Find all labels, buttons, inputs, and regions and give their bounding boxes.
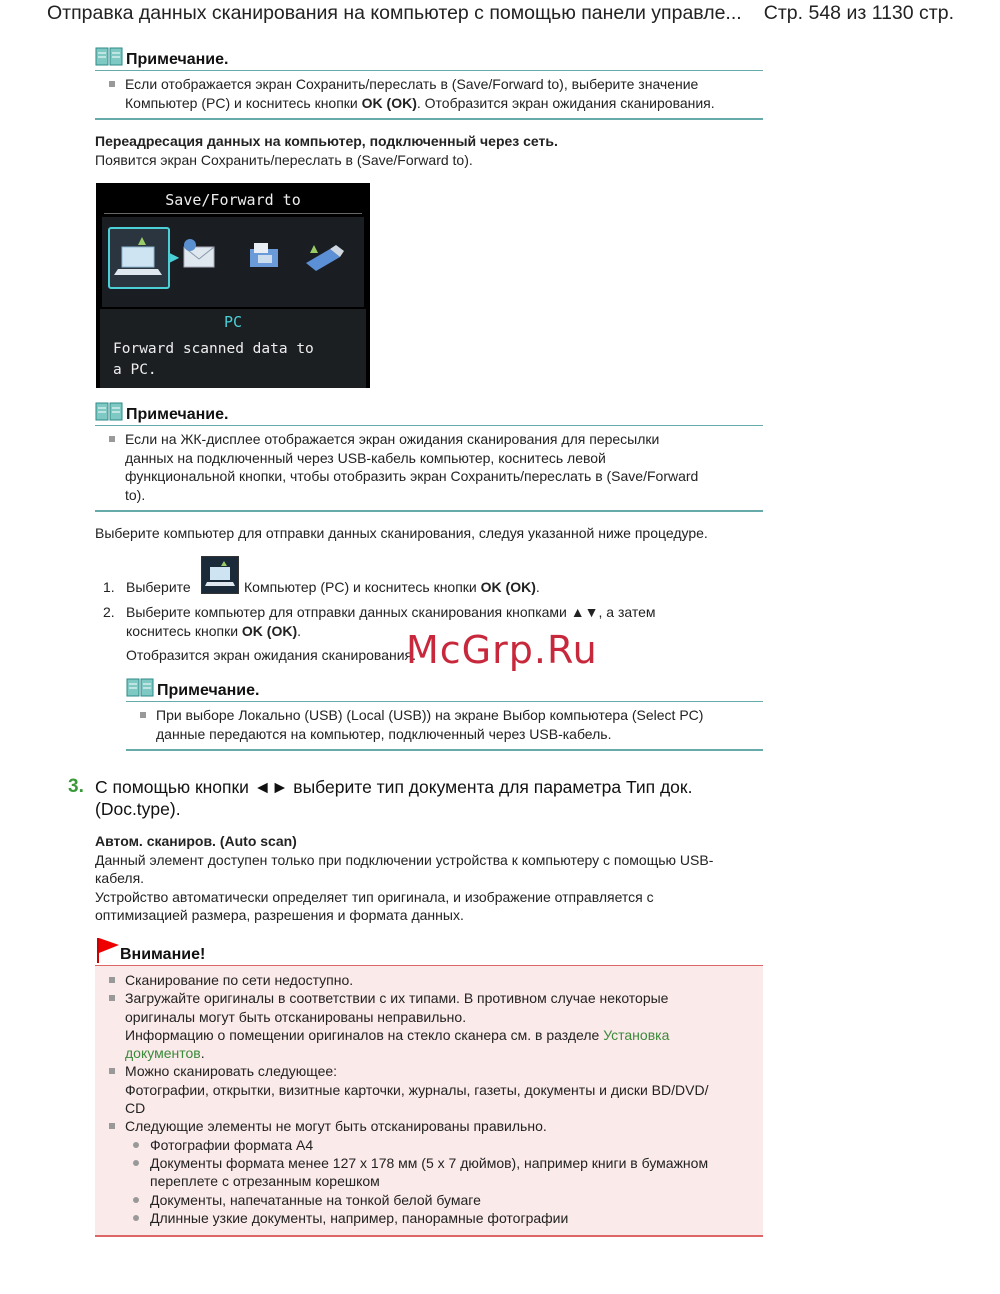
warning-subitem: Длинные узкие документы, например, панорамные фотографии [95, 1209, 763, 1227]
note-label: Примечание. [126, 406, 229, 423]
warning-subitem: Документы формата менее 127 x 178 мм (5 x 7 дюймов), например книги в бумажном переплете с отрезанным корешком [95, 1154, 763, 1191]
email-icon [180, 235, 224, 280]
lcd-icon-row [102, 217, 364, 307]
page-counter: Стр. 548 из 1130 стр. [763, 2, 954, 24]
book-icon [95, 46, 123, 73]
warning-item: Следующие элементы не могут быть отсканированы правильно. [95, 1117, 763, 1135]
warning-item: Можно сканировать следующее: Фотографии, открытки, визитные карточки, журналы, газеты, документы и диски BD/DVD/ CD [95, 1062, 763, 1117]
warning-subitem: Фотографии формата A4 [95, 1136, 763, 1154]
note-box-1 [95, 46, 763, 120]
pc-button-icon [201, 556, 239, 594]
document-title: Отправка данных сканирования на компьютер с помощью панели управле... [47, 2, 742, 24]
note-item: Если отображается экран Сохранить/переслать в (Save/Forward to), выберите значение Компьютер (PC) и коснитесь кнопки OK (OK). Отобразится экран ожидания сканирования. [95, 75, 763, 112]
step-2: 2. Выберите компьютер для отправки данных сканирования кнопками ▲▼, а затем коснитесь кнопки OK (OK). Отобразится экран ожидания сканирования. [103, 603, 763, 665]
red-flag-icon [95, 936, 121, 969]
warning-label: Внимание! [120, 946, 206, 963]
note-box-3 [126, 677, 763, 751]
placing-documents-link-cont[interactable]: документов [125, 1045, 201, 1062]
autoscan-section: Автом. сканиров. (Auto scan) Данный элемент доступен только при подключении устройства к компьютеру с помощью USB- кабеля. Устройство автоматически определяет тип оригинала, и изображение отправляется с оптимизацией размера, разрешения и формата данных. [95, 832, 763, 925]
intro-text: Выберите компьютер для отправки данных сканирования, следуя указанной ниже процедуре. [95, 525, 708, 541]
usb-drive-icon [300, 235, 346, 280]
network-section [95, 132, 558, 169]
warning-subitem: Документы, напечатанные на тонкой белой бумаге [95, 1191, 763, 1209]
lcd-screen [96, 183, 370, 388]
placing-documents-link[interactable]: Установка [603, 1026, 670, 1043]
note-box-2 [95, 401, 763, 512]
step-2-result: Отобразится экран ожидания сканирования. [126, 647, 417, 663]
warning-item: Сканирование по сети недоступно. [95, 971, 763, 989]
up-down-arrows-icon: ▲▼ [570, 604, 599, 620]
autoscan-heading: Автом. сканиров. (Auto scan) [95, 833, 297, 849]
note-label: Примечание. [157, 682, 260, 699]
pc-icon [108, 227, 170, 289]
warning-item: Загружайте оригиналы в соответствии с их типами. В противном случае некоторые оригиналы могут быть отсканированы неправильно. Информацию о помещении оригиналов на стекло сканера см. в разделе Установка документов. [95, 989, 763, 1062]
step-number: 3. [68, 776, 84, 797]
book-icon [95, 401, 123, 428]
watermark: McGrp.Ru [406, 628, 598, 672]
section-text: Появится экран Сохранить/переслать в (Save/Forward to). [95, 151, 473, 168]
book-icon [126, 677, 154, 704]
lcd-message: Forward scanned data to a PC. [113, 341, 314, 378]
section-heading: Переадресация данных на компьютер, подключенный через сеть. [95, 133, 558, 149]
note-item: При выборе Локально (USB) (Local (USB)) на экране Выбор компьютера (Select PC) данные передаются на компьютер, подключенный через USB-кабель. [126, 706, 763, 743]
lcd-info-panel [100, 309, 366, 388]
note-item: Если на ЖК-дисплее отображается экран ожидания сканирования для пересылки данных на подключенный через USB-кабель компьютер, коснитесь левой функциональной кнопки, чтобы отобразить экран Сохранить/переслать в (Save/Forward to). [95, 430, 763, 504]
step-1: 1. Выберите Компьютер (PC) и коснитесь кнопки OK (OK). [103, 578, 763, 600]
arrow-right-icon: ▶ [170, 250, 180, 264]
lcd-title: Save/Forward to [104, 187, 362, 214]
note-label: Примечание. [126, 51, 229, 68]
folder-icon [244, 235, 284, 280]
warning-box [95, 936, 763, 1237]
lcd-selected-label: PC [223, 313, 243, 331]
